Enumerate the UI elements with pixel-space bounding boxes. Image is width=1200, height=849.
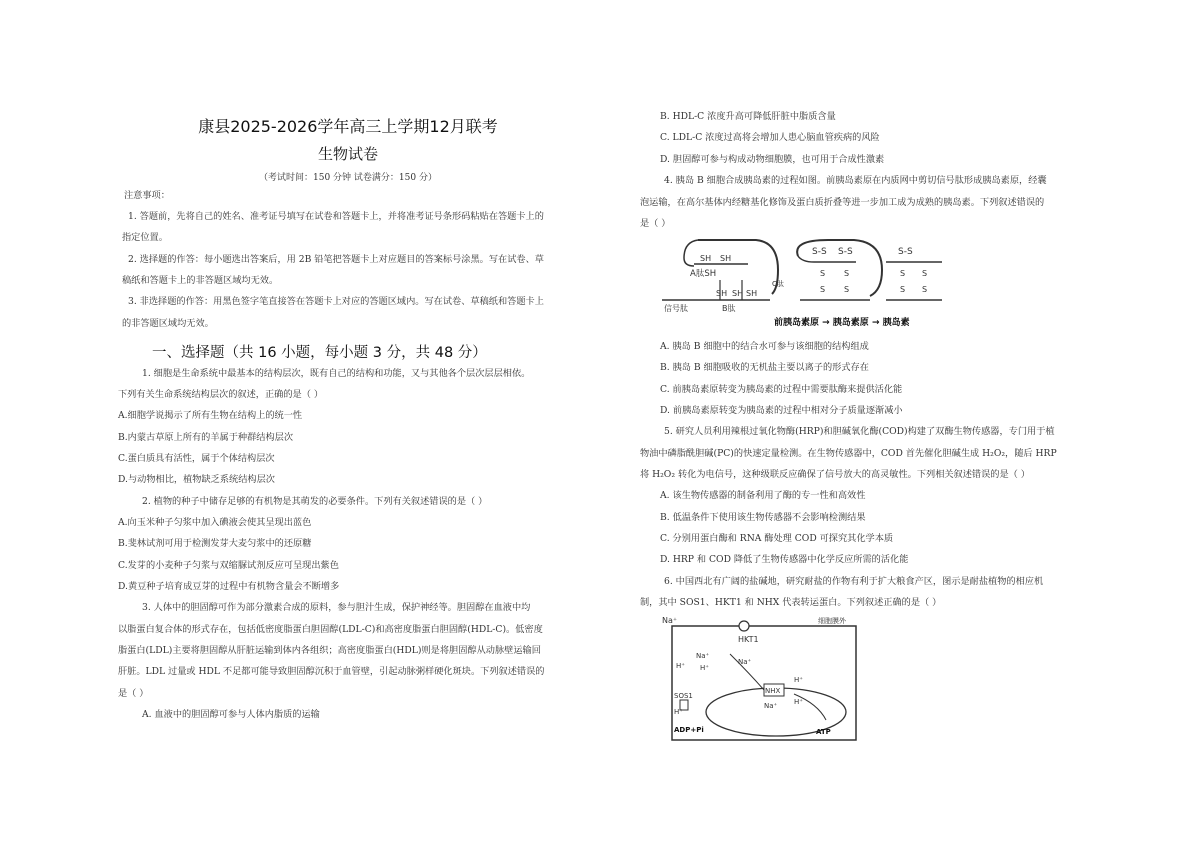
q1-option-d: D.与动物相比，植物缺乏系统结构层次 [118, 474, 275, 485]
notice-line: 2. 选择题的作答：每小题选出答案后，用 2B 铅笔把答题卡上对应题目的答案标号涂黑。写在试卷、草 [128, 254, 544, 265]
q3-option-a: A. 血液中的胆固醇可参与人体内脂质的运输 [142, 709, 320, 720]
q1-stem: 下列有关生命系统结构层次的叙述，正确的是（ ） [118, 389, 324, 400]
q4-option-c: C. 前胰岛素原转变为胰岛素的过程中需要肽酶来提供活化能 [660, 384, 903, 395]
fig6-label: ADP+Pi [674, 726, 704, 734]
q3-option-c: C. LDL-C 浓度过高将会增加人患心脑血管疾病的风险 [660, 132, 880, 143]
fig6-label: Na⁺ [738, 658, 752, 666]
q5-option-a: A. 该生物传感器的制备利用了酶的专一性和高效性 [660, 490, 866, 501]
notice-line: 1. 答题前，先将自己的姓名、准考证号填写在试卷和答题卡上，并将准考证号条形码粘贴在答题卡上的 [128, 211, 544, 222]
fig4-label: SH [700, 254, 712, 263]
fig4-label: S [844, 269, 850, 278]
q6-stem: 制，其中 SOS1、HKT1 和 NHX 代表转运蛋白。下列叙述正确的是（ ） [640, 597, 942, 608]
fig6-label: ATP [816, 728, 831, 736]
q5-option-c: C. 分别用蛋白酶和 RNA 酶处理 COD 可探究其化学本质 [660, 533, 894, 544]
notice-line: 稿纸和答题卡上的非答题区域均无效。 [122, 275, 279, 286]
fig4-label: S [820, 285, 826, 294]
q5-stem: 物油中磷脂酰胆碱(PC)的快速定量检测。在生物传感器中，COD 首先催化胆碱生成 H₂O₂，随后 HRP [640, 448, 1057, 459]
fig4-label: B肽 [722, 304, 736, 313]
q4-stem: 泡运输，在高尔基体内经糖基化修饰及蛋白质折叠等进一步加工成为成熟的胰岛素。下列叙述错误的 [640, 197, 1045, 208]
q4-option-a: A. 胰岛 B 细胞中的结合水可参与该细胞的结构组成 [660, 341, 869, 352]
q3-option-d: D. 胆固醇可参与构成动物细胞膜，也可用于合成性激素 [660, 154, 885, 165]
q2-stem: 2. 植物的种子中储存足够的有机物是其萌发的必要条件。下列有关叙述错误的是（ ） [142, 496, 488, 507]
insulin-synthesis-diagram [660, 234, 960, 332]
q2-option-c: C.发芽的小麦种子匀浆与双缩脲试剂反应可呈现出紫色 [118, 560, 339, 571]
exam-info: （考试时间：150 分钟 试卷满分：150 分） [259, 173, 437, 183]
q3-stem: 脂蛋白(LDL)主要将胆固醇从肝脏运输到体内各组织；高密度脂蛋白(HDL)则是将胆固醇从动脉壁运输回 [118, 645, 541, 656]
fig4-label: C肽 [772, 280, 784, 288]
fig6-label: H⁺ [674, 708, 683, 716]
q4-option-b: B. 胰岛 B 细胞吸收的无机盐主要以离子的形式存在 [660, 362, 869, 373]
fig4-label: SH [746, 289, 758, 298]
fig4-label: S [900, 285, 906, 294]
q5-stem: 将 H₂O₂ 转化为电信号，这种级联反应确保了信号放大的高灵敏性。下列相关叙述错误的是（ ） [640, 469, 1030, 480]
fig6-label: Na⁺ [764, 702, 778, 710]
q5-option-d: D. HRP 和 COD 降低了生物传感器中化学反应所需的活化能 [660, 554, 909, 565]
q6-stem: 6. 中国西北有广阔的盐碱地，研究耐盐的作物有利于扩大粮食产区，图示是耐盐植物的相应机 [664, 576, 1044, 587]
notice-line: 的非答题区域均无效。 [122, 318, 214, 329]
q2-option-b: B.斐林试剂可用于检测发芽大麦匀浆中的还原糖 [118, 538, 312, 549]
notice-line: 指定位置。 [122, 232, 168, 243]
q2-option-a: A.向玉米种子匀浆中加入碘液会使其呈现出蓝色 [118, 517, 312, 528]
q5-option-b: B. 低温条件下使用该生物传感器不会影响检测结果 [660, 512, 866, 523]
fig6-label: Na⁺ [696, 652, 710, 660]
subject-title: 生物试卷 [317, 145, 378, 163]
q4-stem: 4. 胰岛 B 细胞合成胰岛素的过程如图。前胰岛素原在内质网中剪切信号肽形成胰岛素原，经囊 [664, 175, 1047, 186]
q3-stem: 以脂蛋白复合体的形式存在，包括低密度脂蛋白胆固醇(LDL-C)和高密度脂蛋白胆固醇(HDL-C)。低密度 [118, 624, 543, 635]
fig4-label: 信号肽 [664, 304, 688, 313]
fig6-label: H⁺ [676, 662, 685, 670]
q1-option-c: C.蛋白质具有活性，属于个体结构层次 [118, 453, 275, 464]
q4-stem: 是（ ） [640, 218, 671, 229]
fig4-caption: 前胰岛素原 → 胰岛素原 → 胰岛素 [774, 318, 910, 328]
q1-option-a: A.细胞学说揭示了所有生物在结构上的统一性 [118, 410, 303, 421]
fig4-label: A肽SH [690, 269, 717, 279]
q4-insulin-figure [660, 234, 960, 332]
fig6-label: NHX [765, 687, 781, 695]
section-heading: 一、选择题（共 16 小题，每小题 3 分，共 48 分） [152, 345, 487, 361]
notice-heading: 注意事项： [124, 190, 170, 201]
fig4-label: S [820, 269, 826, 278]
q2-option-d: D.黄豆种子培育成豆芽的过程中有机物含量会不断增多 [118, 581, 340, 592]
q3-stem: 肝脏。LDL 过量或 HDL 不足都可能导致胆固醇沉积于血管壁，引起动脉粥样硬化斑块。下列叙述错误的 [118, 666, 545, 677]
q3-stem: 是（ ） [118, 688, 149, 699]
q1-stem: 1. 细胞是生命系统中最基本的结构层次，既有自己的结构和功能，又与其他各个层次层层相依。 [142, 368, 531, 379]
fig4-label: S [844, 285, 850, 294]
q3-option-b: B. HDL-C 浓度升高可降低肝脏中脂质含量 [660, 111, 836, 122]
fig4-label: S-S [898, 247, 913, 257]
ion-transport-diagram [658, 614, 864, 744]
q6-salt-tolerance-figure [658, 614, 864, 744]
fig6-label: Na⁺ [662, 616, 678, 625]
q4-option-d: D. 前胰岛素原转变为胰岛素的过程中相对分子质量逐渐减小 [660, 405, 903, 416]
fig4-label: S [900, 269, 906, 278]
notice-line: 3. 非选择题的作答：用黑色签字笔直接答在答题卡上对应的答题区域内。写在试卷、草稿纸和答题卡上 [128, 296, 544, 307]
fig6-label: HKT1 [738, 635, 759, 644]
fig4-label: SH [720, 254, 732, 263]
fig4-label: S-S [838, 247, 853, 257]
fig6-label: 细胞膜外 [818, 617, 846, 625]
fig4-label: S [922, 285, 928, 294]
fig6-label: H⁺ [700, 664, 709, 672]
exam-title: 康县2025-2026学年高三上学期12月联考 [198, 117, 498, 136]
q3-stem: 3. 人体中的胆固醇可作为部分激素合成的原料，参与胆汁生成，保护神经等。胆固醇在血液中均 [142, 602, 531, 613]
fig4-label: SH [732, 289, 744, 298]
q1-option-b: B.内蒙古草原上所有的羊属于种群结构层次 [118, 432, 294, 443]
fig6-label: SOS1 [674, 692, 693, 700]
fig4-label: S-S [812, 247, 827, 257]
fig6-label: H⁺ [794, 676, 803, 684]
fig4-label: S [922, 269, 928, 278]
hkt1-channel-icon [739, 621, 749, 631]
q5-stem: 5. 研究人员利用辣根过氧化物酶(HRP)和胆碱氧化酶(COD)构建了双酶生物传感器，专门用于植 [664, 426, 1055, 437]
fig4-label: SH [716, 289, 728, 298]
fig6-label: H⁺ [794, 698, 803, 706]
